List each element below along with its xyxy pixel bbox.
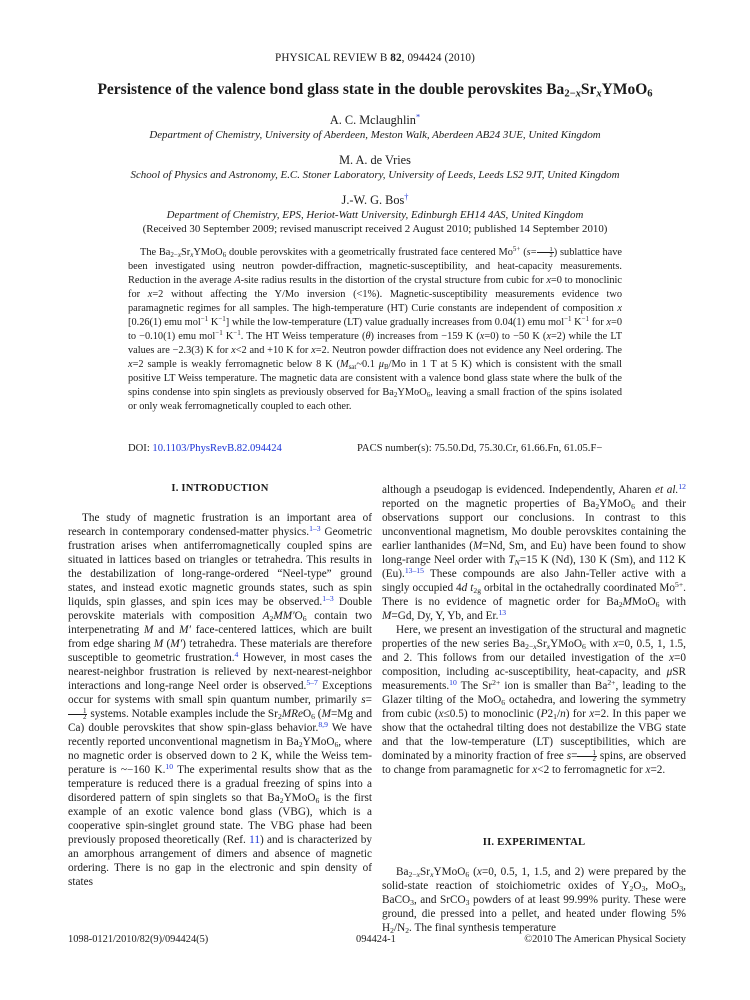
section-heading-experimental: II. EXPERIMENTAL bbox=[482, 837, 586, 848]
reference-link[interactable]: 12 bbox=[678, 481, 686, 491]
reference-link[interactable]: 4 bbox=[234, 649, 239, 659]
intro-paragraph-2: Here, we present an investigation of the structural and magnetic properties of the new series $Ba_{2-x}Sr_xYMoO_6$ with x=0, 0.5, 1, 1.5, and 2. This follows from our detailed investigation of the x=0 composition, including ac-susceptibility, heat-capacity, and μSR measurements.$^{10}$ The $Sr^{2+}$ ion is smaller than $Ba^{2+}$, leading to the Glazer tilting of the MoO$_6$ octahedra, and lowering the symmetry from cubic (x≤0.5) to monoclinic $(P2_1/n)$ for x=2. In this paper we show that the octahedral tilting does not destabilize the VBG state and that the low-temperature (LT) susceptibilities, which are dominated by a minority fraction of free s= $\frac{1}{2}$ spins, are observed to change from paramagnetic for x<2 to ferromagnetic for x=2. bbox=[382, 624, 687, 777]
author-name: J.-W. G. Bos† bbox=[341, 192, 409, 207]
author-name: A. C. Mclaughlin* bbox=[329, 112, 421, 127]
author-affiliation: Department of Chemistry, EPS, Heriot-Watt University, Edinburgh EH14 4AS, United Kingdom bbox=[166, 209, 584, 221]
reference-link[interactable]: 13–15 bbox=[404, 565, 424, 575]
author-block-1 bbox=[40, 112, 710, 142]
author-name: M. A. de Vries bbox=[339, 153, 411, 167]
reference-link[interactable]: * bbox=[415, 112, 421, 122]
reference-link[interactable]: 11 bbox=[249, 834, 260, 847]
footer-copyright: ©2010 The American Physical Society bbox=[524, 934, 686, 945]
page-footer bbox=[68, 934, 686, 948]
footer-issn: 1098-0121/2010/82(9)/094424(5) bbox=[68, 934, 209, 945]
intro-paragraph-1: The study of magnetic frustration is an important area of research in contemporary condensed-matter physics.$^{1-3}$ Geometric frustration arises when antiferromagnetically coupled spins are situated in lattices based on triangles or tetrahedra. This results in the destabilization of long-range-ordered “Neel-type” ground states, and instead exotic magnetic grounds states, such as spin liquids, spin glasses, and spin ices may be observed.$^{1-3}$ Double perovskite materials with composition $A_2MM'O_6$ contain two interpenetrating M and M′ face-centered lattices, which are built from edge sharing M (M′) tetrahedra. These materials are therefore susceptible to geometric frustration.$^4$ However, in most cases the nearest-neighbor frustration is relieved by next-nearest-neighbor interactions and long-range Neel order is observed.$^{5-7}$ Exceptions occur for systems with small spin quantum number, primarily s= $\frac{1}{2}$ systems. Notable examples include the $Sr_2MReO_6$ (M=Mg and Ca) double perovskites that show spin-glass behavior.$^{8,9}$ We have recently reported unconventional magnetism in $Ba_2YMoO_6$, where no magnetic order is observed down to 2 K, while the Weiss temperature is ~−160 K.$^{10}$ The experimental results show that as the temperature is reduced there is a gradual freezing of spins into a disordered pattern of spin singlets so that $Ba_2YMoO_6$ is the first example of an exotic valence bond glass (VBG), which is a cooperative spin-singlet ground state. The VBG phase had been previously proposed theoretically (Ref. 11) and is characterized by an amorphous arrangement of dimers and absence of magnetic ordering. There is no gap in the electronic and spin density of states bbox=[68, 512, 373, 889]
footer-page-number: 094424-1 bbox=[356, 934, 396, 945]
reference-link[interactable]: 1–3 bbox=[322, 593, 334, 603]
fraction: $\frac{1}{2}$ bbox=[537, 247, 554, 259]
author-block-2 bbox=[40, 152, 710, 182]
author-affiliation: Department of Chemistry, University of Aberdeen, Meston Walk, Aberdeen AB24 3UE, United Kingdom bbox=[149, 129, 601, 141]
reference-link[interactable]: 13 bbox=[498, 607, 507, 617]
doi-label: DOI: bbox=[128, 443, 153, 454]
experimental-paragraph-1: $Ba_{2-x}Sr_xYMoO_6$ (x=0, 0.5, 1, 1.5, and 2) were prepared by the solid-state reaction of stoichiometric oxides of $Y_2O_3$, MoO$_3$, BaCO$_3$, and SrCO$_3$ powders of at least 99.99% purity. These were ground, die pressed into a pellet, and heated under flowing 5% $H_2/N_2$. The final synthesis temperature bbox=[382, 866, 686, 935]
doi-link[interactable]: 10.1103/PhysRevB.82.094424 bbox=[152, 443, 282, 454]
reference-link[interactable]: 10 bbox=[165, 762, 174, 772]
reference-link[interactable]: 5–7 bbox=[306, 677, 318, 687]
reference-link[interactable]: 10 bbox=[449, 677, 457, 687]
fraction: $\frac{1}{2}$ bbox=[68, 709, 87, 722]
paper-title: Persistence of the valence bond glass state in the double perovskites $Ba_{2-x}Sr_xYMoO_6$ bbox=[97, 81, 653, 100]
abstract: The $Ba_{2-x}Sr_xYMoO_6$ double perovskites with a geometrically frustrated face centered $Mo^{5+}$ (s= $\frac{1}{2}$ ) sublattice have been investigated using neutron powder-diffraction, magnetic-susceptibility, and heat-capacity measurements. Reduction in the average A-site radius results in the distortion of the crystal structure from cubic for x=0 to monoclinic for x=2 without affecting the Y/Mo inversion (<1%). Magnetic-susceptibility measurements evidence two paramagnetic regimes for all samples. The high-temperature (HT) Curie constants are independent of composition x [0.26(1) emu mol$^{-1}$ $K^{-1}$] while the low-temperature (LT) value gradually increases from 0.04(1) emu mol$^{-1}$ $K^{-1}$ for x=0 to −0.10(1) emu mol$^{-1}$ $K^{-1}$. The HT Weiss temperature (θ) increases from −159 K (x=0) to −50 K (x=2) while the LT values are −2.3(3) K for x<2 and +10 K for x=2. Neutron powder diffraction does not evidence any Neel ordering. The x=2 sample is weakly ferromagnetic below 8 K ($M_{sat}\sim 0.1$ $\mu_B/Mo$ in 1 T at 5 K) which is consistent with the small positive LT Weiss temperature. The magnetic data are consistent with a valence bond glass state where the bulk of the spins condense into spin singlets as previously observed for $Ba_2YMoO_6$, leaving a small fraction of the spins isolated or only weak ferromagnetically coupled to each other. bbox=[128, 245, 623, 412]
intro-paragraph-1-continued: although a pseudogap is evidenced. Independently, Aharen et al.$^{12}$ reported on the magnetic properties of $Ba_2YMoO_6$ and their observations support our conclusions. In contrast to this unconventional magnetism, Mo double perovskites containing the earlier lanthanides (M=Nd, Sm, and Eu) have been found to show long-range Neel order with $T_N=15$ K (Nd), 130 K (Sm), and 112 K (Eu).$^{13-15}$ These compounds are also Jahn-Teller active with a singly occupied 4d $t_{2g}$ orbital in the octahedrally coordinated $Mo^{5+}$. There is no evidence of magnetic order for $Ba_2MMoO_6$ with M=Gd, Dy, Y, Yb, and Er.$^{13}$ bbox=[382, 481, 687, 622]
journal-header: PHYSICAL REVIEW B 82, 094424 (2010) bbox=[275, 52, 475, 64]
received-dates: (Received 30 September 2009; revised manuscript received 2 August 2010; published 14 September 2010) bbox=[142, 223, 608, 235]
pacs-numbers bbox=[357, 442, 602, 456]
fraction: $\frac{1}{2}$ bbox=[577, 751, 596, 764]
reference-link[interactable]: 8,9 bbox=[318, 720, 328, 730]
reference-link[interactable]: 1–3 bbox=[309, 523, 321, 533]
reference-link[interactable]: † bbox=[404, 192, 409, 202]
author-affiliation: School of Physics and Astronomy, E.C. Stoner Laboratory, University of Leeds, Leeds LS2 9JT, United Kingdom bbox=[130, 169, 620, 181]
pacs-label: PACS number(s): bbox=[357, 443, 435, 454]
doi-pacs-line bbox=[128, 442, 622, 456]
section-heading-introduction: I. INTRODUCTION bbox=[171, 483, 269, 494]
pacs-values: 75.50.Dd, 75.30.Cr, 61.66.Fn, 61.05.F− bbox=[434, 443, 603, 454]
author-block-3 bbox=[40, 192, 710, 236]
